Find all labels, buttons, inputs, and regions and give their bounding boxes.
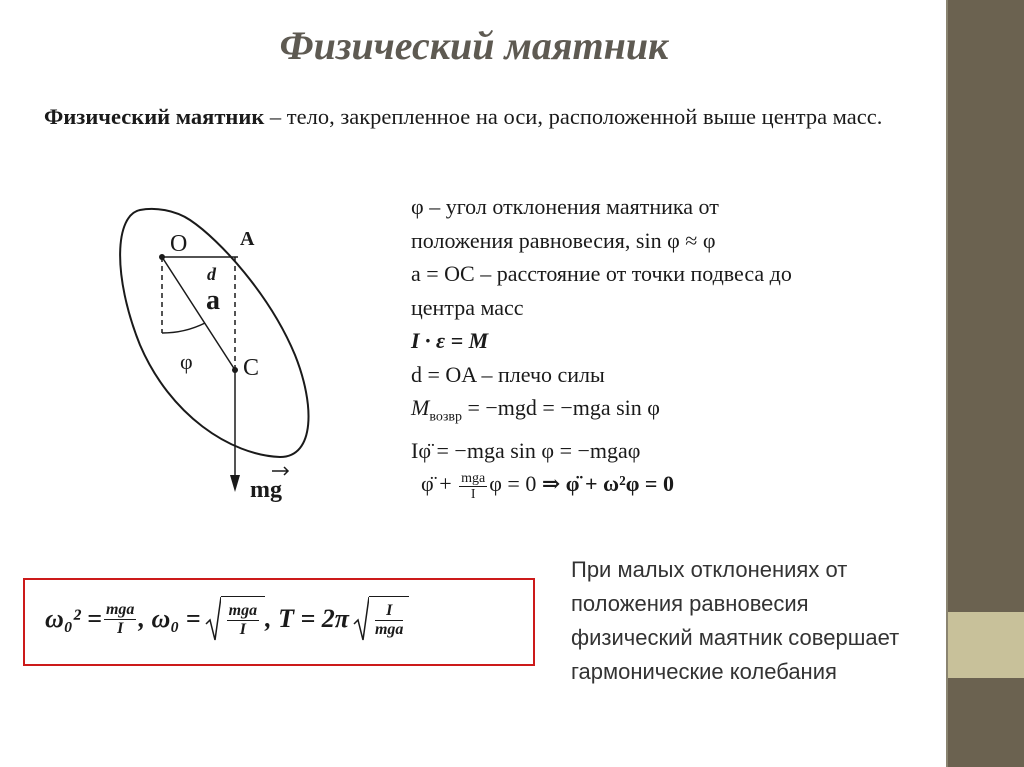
- fraction-1-den: I: [117, 619, 124, 637]
- radical-sign-icon: [353, 596, 369, 642]
- omega-squared: ω₀² =: [45, 604, 102, 633]
- moment-subscript: возвр: [429, 409, 462, 425]
- fraction-3-den: mga: [374, 621, 404, 638]
- eq-part-1: φ̈ +: [421, 471, 458, 497]
- mg-vector-arrow: [272, 467, 288, 475]
- eq-part-2: φ = 0: [489, 471, 542, 497]
- label-mg: mg: [250, 477, 282, 503]
- formula-line-9: [411, 467, 931, 501]
- formula-line-7: [411, 391, 931, 434]
- formula-line-4: центра масс: [411, 294, 524, 320]
- fraction-2: [227, 602, 259, 639]
- fraction-2-den: I: [239, 621, 246, 638]
- label-a: a: [206, 285, 220, 316]
- radical-sign-icon: [205, 596, 221, 642]
- slide-title: Физический маятник: [279, 23, 669, 68]
- sidebar-accent-block: [948, 612, 1024, 678]
- eq-result: ⇒ φ̈ + ω²φ = 0: [541, 471, 674, 497]
- label-O: O: [170, 231, 188, 257]
- definition-term: Физический маятник: [44, 104, 265, 129]
- formula-line-6: d = OA – плечо силы: [411, 361, 605, 387]
- fraction-mga-I: [459, 471, 487, 502]
- point-C: [232, 367, 238, 373]
- fraction-3-num: I: [375, 602, 403, 621]
- moment-symbol: M: [411, 395, 430, 420]
- moment-expression: = −mgd = −mga sin φ: [461, 395, 660, 420]
- fraction-2-num: mga: [228, 602, 258, 619]
- fraction-3: [375, 602, 403, 639]
- boxed-formula-line: [45, 596, 409, 642]
- sqrt-2: [353, 596, 409, 642]
- formula-line-8: Iφ̈ = −mga sin φ = −mgaφ: [411, 437, 641, 463]
- fraction-denominator: I: [470, 486, 476, 502]
- pendulum-body-outline: [120, 209, 308, 457]
- label-d: d: [207, 264, 216, 284]
- formula-line-3: a = OC – расстояние от точки подвеса до: [411, 261, 792, 286]
- definition-paragraph: [44, 101, 920, 133]
- period-formula: , T = 2π: [265, 604, 349, 633]
- formula-line-1: φ – угол отклонения маятника от: [411, 194, 719, 219]
- line-OC: [162, 257, 235, 370]
- gravity-arrowhead: [230, 475, 240, 492]
- conclusion-text: При малых отклонениях от положения равновесия физический маятник совершает гармонические колебания: [571, 557, 900, 684]
- definition-text: – тело, закрепленное на оси, расположенной выше центра масс.: [264, 104, 883, 129]
- formula-line-5: I · ε = M: [411, 328, 489, 353]
- formula-line-2: положения равновесия, sin φ ≈ φ: [411, 227, 716, 253]
- label-C: C: [243, 355, 260, 381]
- point-O: [159, 254, 165, 260]
- label-phi: φ: [180, 349, 193, 374]
- fraction-1: [104, 601, 136, 638]
- omega-zero: , ω₀ =: [138, 604, 201, 633]
- highlighted-formula-box: [23, 578, 535, 666]
- angle-arc: [162, 323, 205, 333]
- pendulum-diagram: [110, 205, 330, 515]
- fraction-1-num: mga: [105, 600, 135, 618]
- fraction-numerator: mga: [461, 470, 486, 486]
- sqrt-1: [205, 596, 265, 642]
- formula-list: [411, 190, 931, 502]
- label-A: A: [240, 228, 255, 250]
